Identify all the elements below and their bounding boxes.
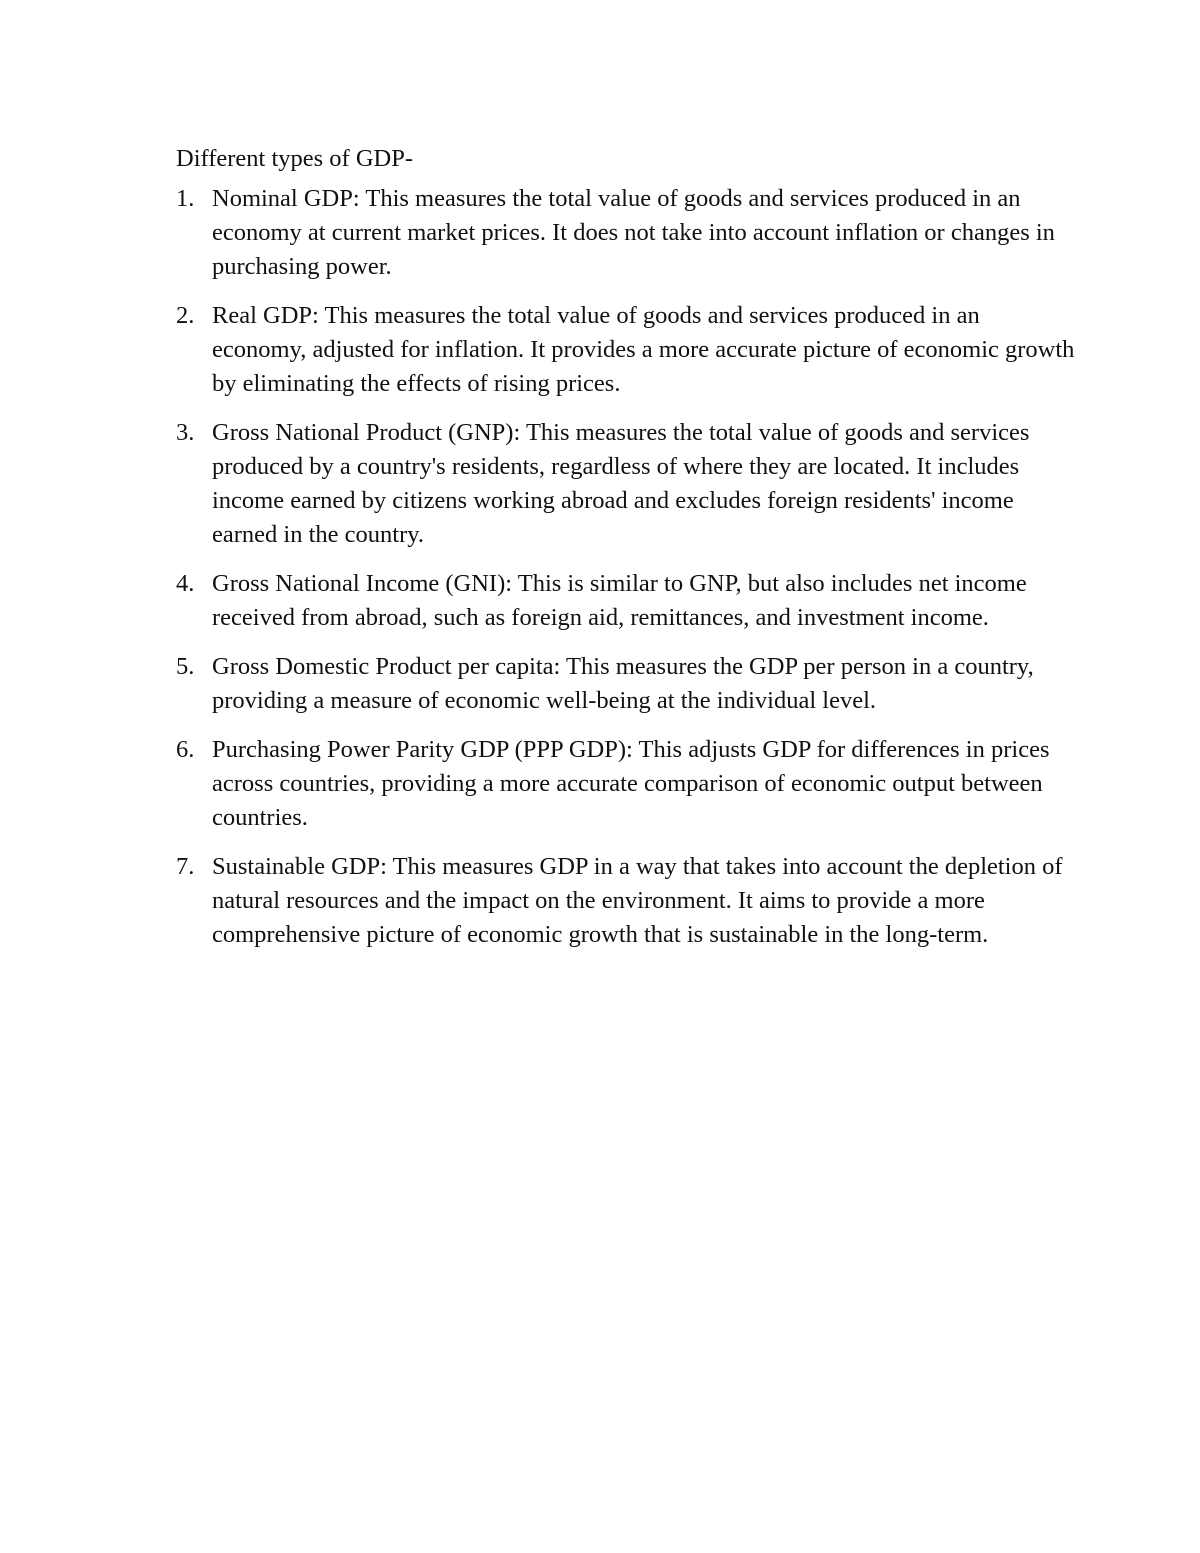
list-item-text: Gross National Product (GNP): This measures the total value of goods and services produced by a country's residents, regardless of where they are located. It includes income earned by citizens working abroad and excludes foreign residents' income earned in the country. [212, 419, 1030, 548]
list-item [176, 299, 1076, 401]
list-item [176, 567, 1076, 635]
list-item-number: 4. [176, 570, 195, 597]
list-item [176, 650, 1076, 718]
list-item-text: Real GDP: This measures the total value of goods and services produced in an economy, adjusted for inflation. It provides a more accurate picture of economic growth by eliminating the effects of rising prices. [212, 302, 1075, 397]
list-item-number: 5. [176, 653, 195, 680]
list-item-text: Purchasing Power Parity GDP (PPP GDP): This adjusts GDP for differences in prices across countries, providing a more accurate comparison of economic output between countries. [212, 736, 1050, 831]
list-item-text: Gross National Income (GNI): This is similar to GNP, but also includes net income received from abroad, such as foreign aid, remittances, and investment income. [212, 570, 1027, 631]
document-heading: Different types of GDP- [176, 145, 414, 172]
list-item [176, 850, 1076, 952]
gdp-types-list [176, 182, 1076, 952]
list-item-number: 6. [176, 736, 195, 763]
list-item-number: 1. [176, 185, 195, 212]
list-item [176, 182, 1076, 284]
list-item-number: 2. [176, 302, 195, 329]
list-item-number: 7. [176, 853, 195, 880]
list-item-text: Gross Domestic Product per capita: This measures the GDP per person in a country, providing a measure of economic well-being at the individual level. [212, 653, 1034, 714]
document-body [176, 142, 1076, 967]
list-item-number: 3. [176, 419, 195, 446]
list-item [176, 733, 1076, 835]
list-item [176, 416, 1076, 552]
list-item-text: Nominal GDP: This measures the total value of goods and services produced in an economy at current market prices. It does not take into account inflation or changes in purchasing power. [212, 185, 1055, 280]
list-item-text: Sustainable GDP: This measures GDP in a way that takes into account the depletion of natural resources and the impact on the environment. It aims to provide a more comprehensive picture of economic growth that is sustainable in the long-term. [212, 853, 1063, 948]
